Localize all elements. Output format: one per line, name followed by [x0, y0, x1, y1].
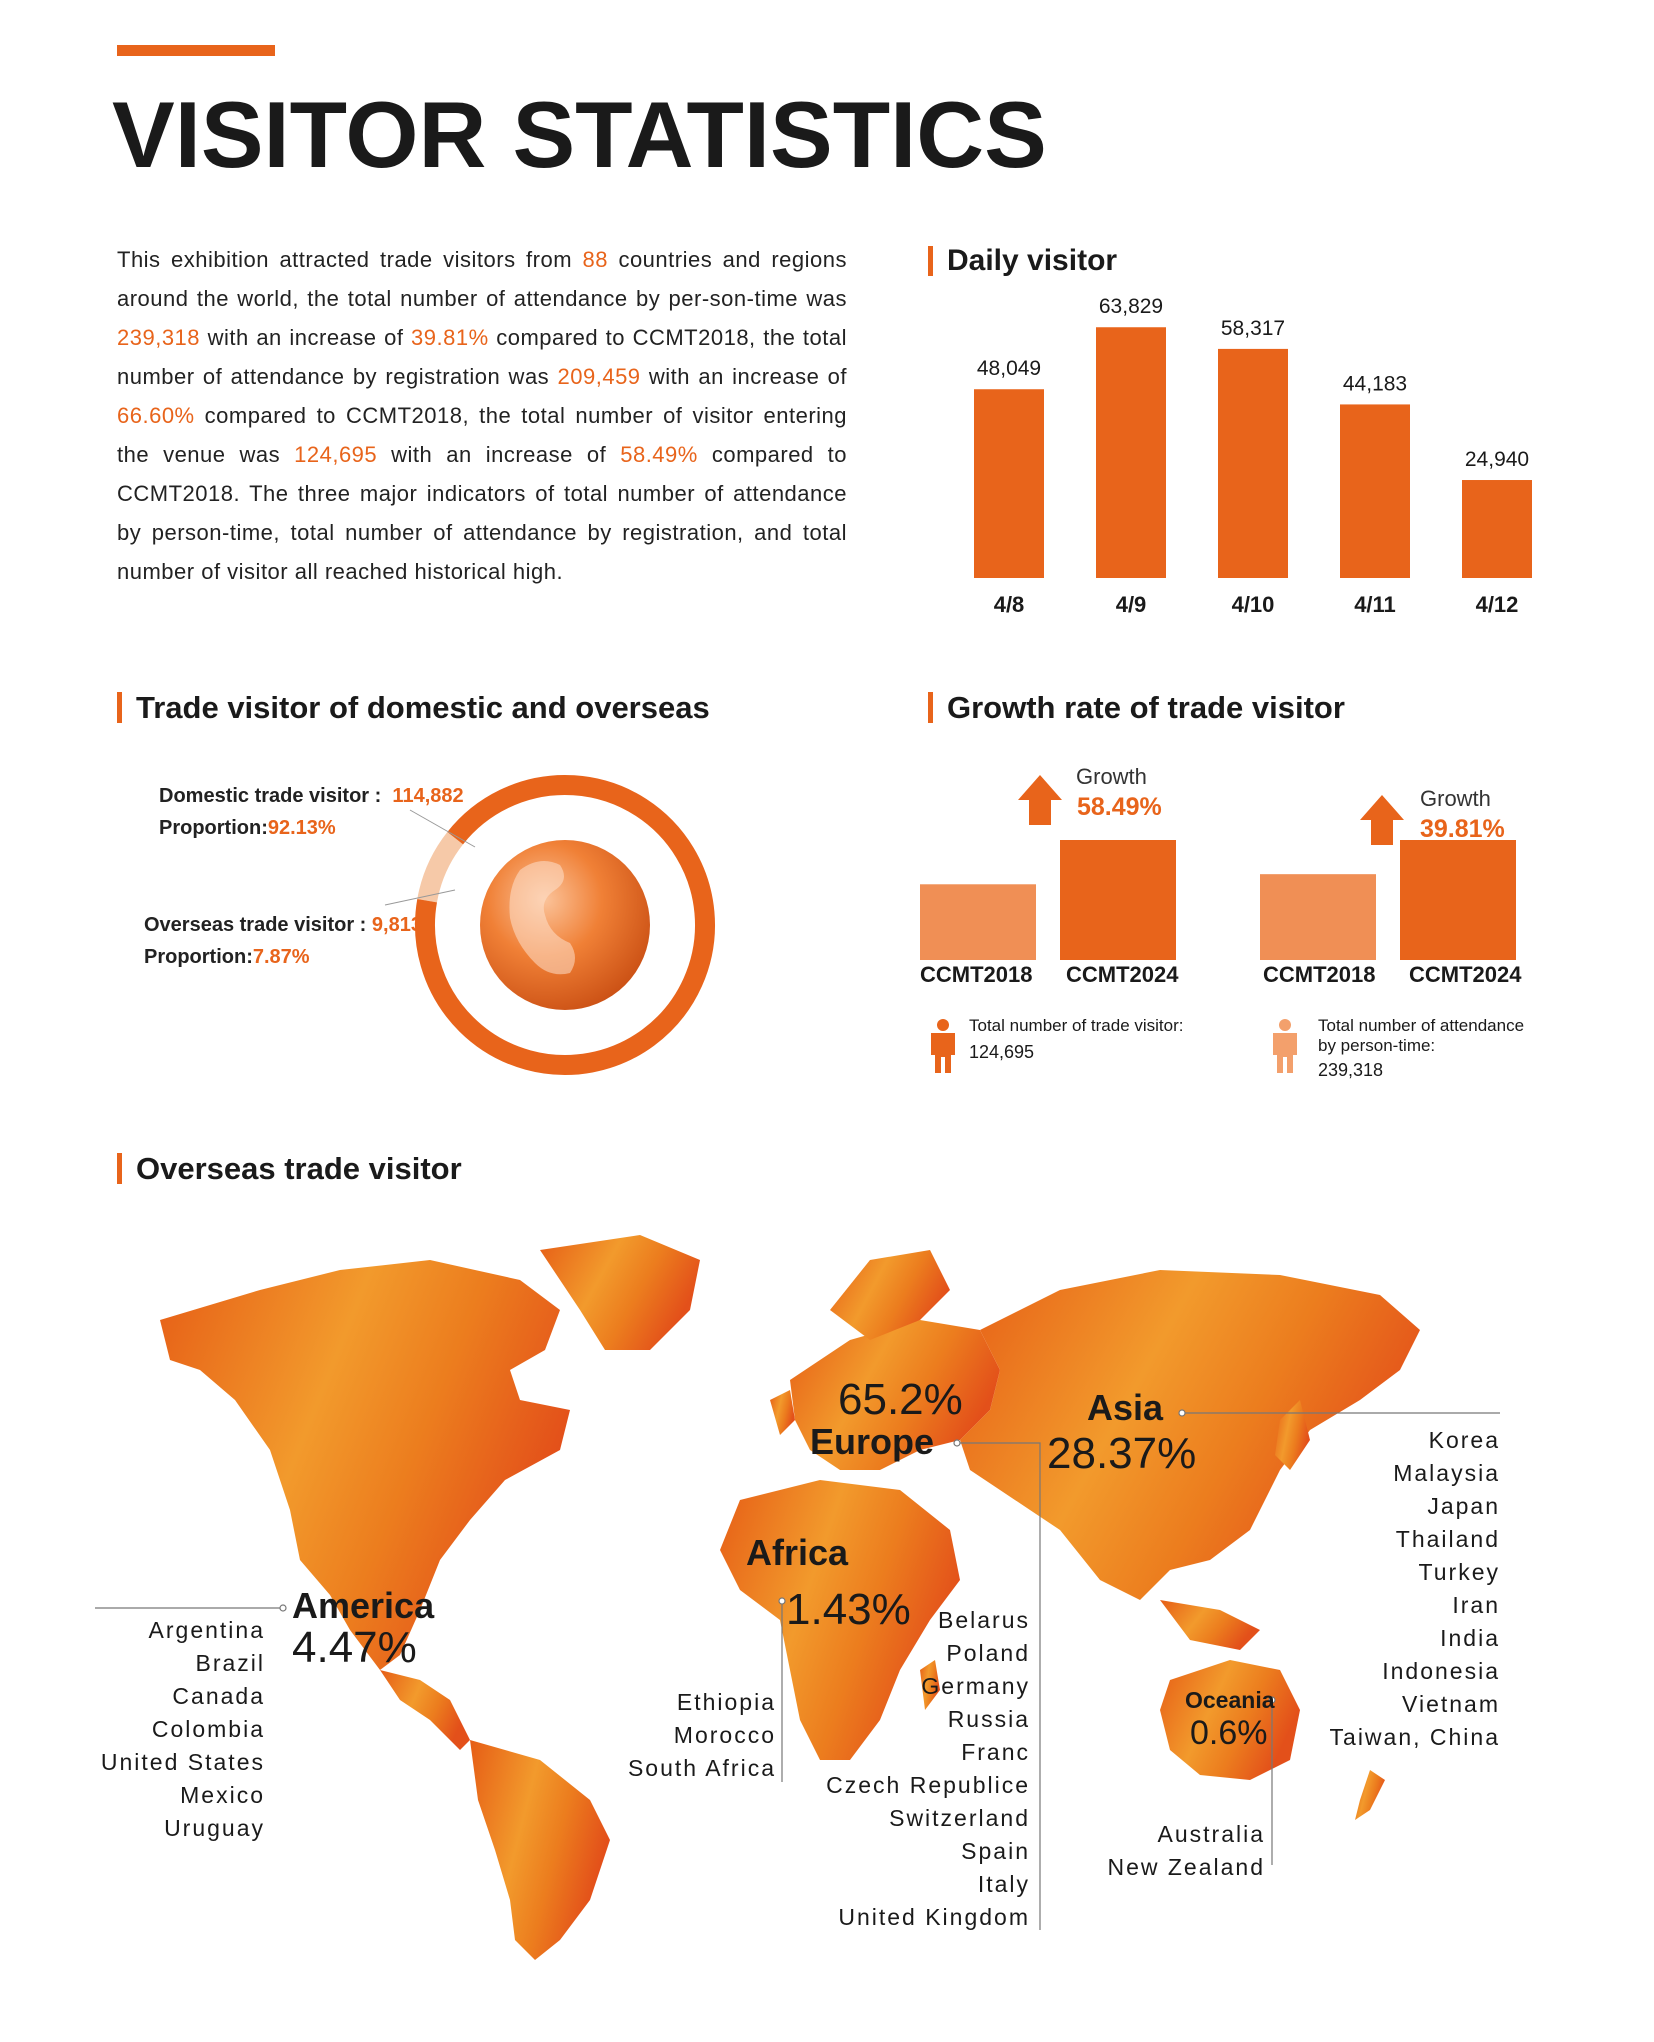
country-item: Taiwan, China — [1329, 1724, 1500, 1750]
daily-category-label: 4/12 — [1475, 592, 1519, 617]
asia-region-name: Asia — [1087, 1387, 1164, 1428]
growth-right-x-2024: CCMT2024 — [1409, 962, 1522, 987]
growth-arrow-icon — [1360, 795, 1404, 845]
overseas-proportion: Proportion:7.87% — [144, 946, 310, 968]
intro-text: compared to CCMT2018, the total number of visitor entering the venue was — [117, 403, 847, 467]
intro-text: with an increase of — [200, 325, 412, 350]
domestic-proportion: Proportion:92.13% — [159, 817, 336, 839]
asia-region-pct: 28.37% — [1047, 1429, 1197, 1478]
domestic-visitor-label: Domestic trade visitor : 114,882 — [159, 785, 464, 807]
country-item: Iran — [1452, 1592, 1500, 1618]
country-item: Spain — [961, 1838, 1030, 1864]
america-country-list — [60, 1614, 265, 1845]
asia-leader-dot — [1179, 1410, 1185, 1416]
country-item: United Kingdom — [838, 1904, 1030, 1930]
country-item: Canada — [172, 1683, 265, 1709]
intro-text: This exhibition attracted trade visitors from — [117, 247, 583, 272]
intro-highlight-value: 39.81% — [411, 325, 489, 350]
country-item: Turkey — [1418, 1559, 1500, 1585]
note-attendance-label-1: Total number of attendance — [1318, 1016, 1525, 1035]
note-trade-visitor-value: 124,695 — [969, 1042, 1035, 1062]
daily-value-label: 63,829 — [1098, 295, 1164, 319]
globe-icon — [480, 840, 650, 1010]
america-region-name: America — [292, 1585, 435, 1626]
europe-country-list-top — [860, 1604, 1030, 1736]
daily-category-label: 4/9 — [1115, 592, 1147, 617]
note-trade-visitor-label: Total number of trade visitor: — [969, 1016, 1184, 1035]
oceania-region-pct: 0.6% — [1190, 1714, 1268, 1752]
intro-highlight-value: 239,318 — [117, 325, 201, 350]
title-accent-bar — [117, 45, 275, 56]
growth-bar-ccmt2024 — [1060, 840, 1176, 960]
daily-value-label: 48,049 — [976, 357, 1042, 381]
growth-left-x-2024: CCMT2024 — [1066, 962, 1179, 987]
growth-label-left: Growth — [1076, 764, 1147, 789]
country-item: Morocco — [673, 1722, 776, 1748]
country-item: Australia — [1157, 1821, 1265, 1847]
page-title: VISITOR STATISTICS — [112, 82, 1047, 187]
intro-highlight-value: 66.60% — [117, 403, 195, 428]
growth-label-right: Growth — [1420, 786, 1491, 811]
daily-value-label: 44,183 — [1342, 372, 1408, 396]
intro-highlight-value: 88 — [582, 247, 608, 272]
country-item: United States — [100, 1749, 265, 1775]
domestic-overseas-title: Trade visitor of domestic and overseas — [117, 692, 710, 723]
country-item: South Africa — [627, 1755, 776, 1781]
growth-arrow-icon — [1018, 775, 1062, 825]
country-item: Franc — [961, 1739, 1030, 1765]
intro-text: compared to CCMT2018, the total number of attendance by registration was — [117, 325, 847, 389]
growth-bar-ccmt2024 — [1400, 840, 1516, 960]
daily-bar-4-9 — [1096, 327, 1166, 578]
america-region-pct: 4.47% — [292, 1623, 417, 1672]
daily-value-label: 58,317 — [1220, 316, 1286, 340]
africa-region-name: Africa — [746, 1532, 849, 1573]
intro-highlight-value: 58.49% — [620, 442, 698, 467]
growth-rate-title: Growth rate of trade visitor — [928, 692, 1345, 723]
intro-highlight-value: 209,459 — [557, 364, 641, 389]
daily-visitor-title: Daily visitor — [928, 246, 1117, 276]
country-item: Thailand — [1395, 1526, 1500, 1552]
daily-category-label: 4/8 — [993, 592, 1025, 617]
country-item: Argentina — [148, 1617, 265, 1643]
intro-text: countries and regions around the world, the total number of attendance by per-son-time was — [117, 247, 848, 311]
country-item: Korea — [1428, 1427, 1500, 1453]
country-item: New Zealand — [1107, 1854, 1265, 1880]
growth-bar-ccmt2018 — [920, 884, 1036, 960]
country-item: Russia — [947, 1706, 1030, 1732]
intro-text: compared to CCMT2018. The three major indicators of total number of attendance by person-time, total number of attendance by registration, and total number of visitor all reached historical high. — [117, 442, 848, 584]
europe-region-name: Europe — [810, 1421, 935, 1462]
country-item: India — [1440, 1625, 1500, 1651]
uk-shape — [770, 1390, 795, 1435]
africa-leader-dot — [779, 1598, 785, 1604]
europe-leader-dot — [954, 1440, 960, 1446]
asia-country-list — [1280, 1424, 1500, 1754]
overseas-map-title: Overseas trade visitor — [117, 1153, 462, 1184]
intro-highlight-value: 124,695 — [294, 442, 378, 467]
intro-paragraph — [117, 240, 847, 591]
growth-right-x-2018: CCMT2018 — [1263, 962, 1376, 987]
indonesia-shape — [1160, 1600, 1260, 1650]
daily-value-label: 24,940 — [1464, 448, 1530, 472]
growth-value-left: 58.49% — [1077, 793, 1162, 821]
daily-bar-4-8 — [974, 389, 1044, 578]
africa-region-pct: 1.43% — [786, 1585, 911, 1634]
daily-category-label: 4/10 — [1231, 592, 1275, 617]
europe-country-list-bottom — [780, 1736, 1030, 1934]
country-item: Czech Republice — [826, 1772, 1030, 1798]
oceania-region-name: Oceania — [1185, 1687, 1275, 1713]
intro-text: with an increase of — [640, 364, 847, 389]
country-item: Malaysia — [1393, 1460, 1500, 1486]
domestic-leader-line — [410, 810, 475, 847]
europe-region-pct: 65.2% — [838, 1375, 963, 1424]
person-icon-light — [1270, 1018, 1300, 1074]
person-icon-dark — [928, 1018, 958, 1074]
greenland-shape — [540, 1235, 700, 1350]
growth-left-x-2018: CCMT2018 — [920, 962, 1033, 987]
overseas-leader-line — [385, 890, 455, 905]
country-item: Indonesia — [1382, 1658, 1500, 1684]
africa-country-list — [570, 1686, 776, 1785]
new-zealand-shape — [1355, 1770, 1385, 1820]
daily-bar-4-12 — [1462, 480, 1532, 578]
country-item: Vietnam — [1402, 1691, 1500, 1717]
country-item: Poland — [946, 1640, 1030, 1666]
country-item: Mexico — [180, 1782, 265, 1808]
country-item: Colombia — [151, 1716, 265, 1742]
intro-text: with an increase of — [377, 442, 621, 467]
donut-leader-lines — [360, 780, 500, 920]
country-item: Uruguay — [164, 1815, 265, 1841]
central-america-shape — [380, 1670, 470, 1750]
overseas-visitor-label: Overseas trade visitor : 9,813 — [144, 914, 422, 936]
country-item: Ethiopia — [676, 1689, 776, 1715]
note-attendance-label-2: by person-time: — [1318, 1036, 1436, 1055]
country-item: Brazil — [195, 1650, 265, 1676]
country-item: Belarus — [938, 1607, 1030, 1633]
country-item: Switzerland — [889, 1805, 1030, 1831]
oceania-country-list — [1060, 1818, 1265, 1884]
daily-bar-4-10 — [1218, 349, 1288, 578]
america-leader-dot — [280, 1605, 286, 1611]
country-item: Germany — [921, 1673, 1030, 1699]
country-item: Italy — [977, 1871, 1030, 1897]
growth-value-right: 39.81% — [1420, 815, 1505, 843]
daily-category-label: 4/11 — [1354, 592, 1396, 617]
daily-visitor-chart — [940, 295, 1560, 625]
daily-bar-4-11 — [1340, 404, 1410, 578]
note-attendance-value: 239,318 — [1318, 1060, 1384, 1080]
growth-bar-ccmt2018 — [1260, 874, 1376, 960]
country-item: Japan — [1427, 1493, 1500, 1519]
